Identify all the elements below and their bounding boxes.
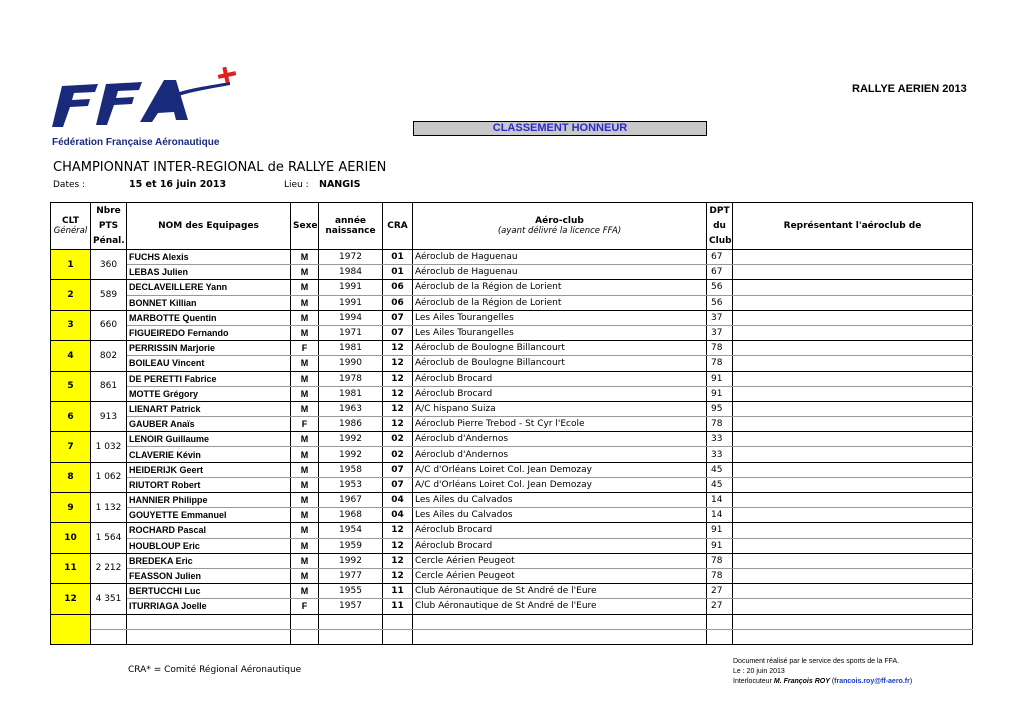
col-clt: CLT Général — [51, 203, 91, 250]
member-name: CLAVERIE Kévin — [127, 447, 291, 462]
member-birth-year: 1971 — [319, 325, 383, 340]
member-dpt: 78 — [707, 568, 733, 583]
member-representant — [733, 295, 973, 310]
member-cra: 01 — [383, 250, 413, 265]
member-name: GAUBER Anaïs — [127, 417, 291, 432]
member-name: FIGUEIREDO Fernando — [127, 325, 291, 340]
member-sexe: F — [291, 341, 319, 356]
member-cra: 11 — [383, 599, 413, 614]
member-cra: 02 — [383, 432, 413, 447]
empty-cell — [383, 614, 413, 629]
member-sexe: M — [291, 584, 319, 599]
member-sexe: M — [291, 356, 319, 371]
rank-cell — [51, 614, 91, 644]
member-name: LIENART Patrick — [127, 401, 291, 416]
member-dpt: 91 — [707, 386, 733, 401]
member-birth-year: 1957 — [319, 599, 383, 614]
member-birth-year: 1992 — [319, 432, 383, 447]
member-name: HOUBLOUP Eric — [127, 538, 291, 553]
member-cra: 12 — [383, 386, 413, 401]
member-aeroclub: Aéroclub Pierre Trebod - St Cyr l'Ecole — [413, 417, 707, 432]
member-name: HEIDERIJK Geert — [127, 462, 291, 477]
member-aeroclub: A/C d'Orléans Loiret Col. Jean Demozay — [413, 477, 707, 492]
rank-cell: 7 — [51, 432, 91, 462]
table-row — [51, 508, 973, 523]
member-sexe: M — [291, 250, 319, 265]
member-birth-year: 1977 — [319, 568, 383, 583]
member-sexe: F — [291, 599, 319, 614]
empty-cell — [319, 629, 383, 644]
contact-email[interactable]: francois.roy@ff-aero.fr — [834, 678, 910, 685]
empty-cell — [291, 629, 319, 644]
rank-cell: 5 — [51, 371, 91, 401]
member-representant — [733, 356, 973, 371]
member-dpt: 33 — [707, 432, 733, 447]
col-sexe: Sexe — [291, 203, 319, 250]
table-header — [51, 203, 973, 250]
member-sexe: M — [291, 265, 319, 280]
member-birth-year: 1991 — [319, 295, 383, 310]
member-birth-year: 1986 — [319, 417, 383, 432]
member-name: BREDEKA Eric — [127, 553, 291, 568]
col-annee: année naissance — [319, 203, 383, 250]
member-birth-year: 1953 — [319, 477, 383, 492]
points-cell: 802 — [91, 341, 127, 371]
cra-note: CRA* = Comité Régional Aéronautique — [128, 665, 302, 675]
member-sexe: M — [291, 538, 319, 553]
member-dpt: 14 — [707, 508, 733, 523]
table-row — [51, 280, 973, 295]
member-birth-year: 1981 — [319, 341, 383, 356]
member-sexe: M — [291, 508, 319, 523]
rank-cell: 9 — [51, 493, 91, 523]
member-sexe: M — [291, 568, 319, 583]
points-cell: 913 — [91, 401, 127, 431]
col-pts: Nbre PTS Pénal. — [91, 203, 127, 250]
member-birth-year: 1972 — [319, 250, 383, 265]
lieu-value: NANGIS — [319, 179, 361, 190]
member-birth-year: 1954 — [319, 523, 383, 538]
classement-title: CLASSEMENT HONNEUR — [413, 121, 707, 136]
member-aeroclub: Cercle Aérien Peugeot — [413, 568, 707, 583]
empty-row — [51, 629, 973, 644]
footer-contact-line: Interlocuteur M. François ROY (francois.roy@ff-aero.fr) — [733, 678, 913, 685]
member-birth-year: 1992 — [319, 447, 383, 462]
member-sexe: M — [291, 325, 319, 340]
member-cra: 04 — [383, 508, 413, 523]
member-sexe: M — [291, 280, 319, 295]
empty-cell — [733, 614, 973, 629]
member-representant — [733, 371, 973, 386]
event-title: RALLYE AERIEN 2013 — [852, 83, 967, 95]
member-dpt: 45 — [707, 477, 733, 492]
member-aeroclub: Aéroclub de Boulogne Billancourt — [413, 341, 707, 356]
member-representant — [733, 310, 973, 325]
member-dpt: 78 — [707, 553, 733, 568]
member-representant — [733, 538, 973, 553]
member-dpt: 67 — [707, 250, 733, 265]
empty-cell — [127, 629, 291, 644]
member-birth-year: 1963 — [319, 401, 383, 416]
member-aeroclub: Aéroclub d'Andernos — [413, 447, 707, 462]
footer-date: Le : 20 juin 2013 — [733, 668, 785, 675]
member-name: DECLAVEILLERE Yann — [127, 280, 291, 295]
member-aeroclub: Aéroclub Brocard — [413, 371, 707, 386]
member-aeroclub: Les Ailes Tourangelles — [413, 310, 707, 325]
empty-cell — [733, 629, 973, 644]
member-cra: 06 — [383, 280, 413, 295]
member-cra: 12 — [383, 568, 413, 583]
member-name: RIUTORT Robert — [127, 477, 291, 492]
empty-cell — [319, 614, 383, 629]
member-sexe: F — [291, 417, 319, 432]
member-name: ROCHARD Pascal — [127, 523, 291, 538]
member-cra: 07 — [383, 462, 413, 477]
col-dpt: DPT du Club — [707, 203, 733, 250]
member-sexe: M — [291, 295, 319, 310]
empty-cell — [127, 614, 291, 629]
member-sexe: M — [291, 447, 319, 462]
member-cra: 12 — [383, 371, 413, 386]
table-row — [51, 371, 973, 386]
member-cra: 11 — [383, 584, 413, 599]
member-dpt: 33 — [707, 447, 733, 462]
org-name: Fédération Française Aéronautique — [52, 137, 220, 148]
member-birth-year: 1981 — [319, 386, 383, 401]
points-cell: 2 212 — [91, 553, 127, 583]
points-cell: 589 — [91, 280, 127, 310]
points-cell: 1 062 — [91, 462, 127, 492]
member-sexe: M — [291, 432, 319, 447]
dates-value: 15 et 16 juin 2013 — [129, 179, 227, 190]
member-aeroclub: Les Ailes Tourangelles — [413, 325, 707, 340]
member-representant — [733, 250, 973, 265]
member-cra: 12 — [383, 341, 413, 356]
member-sexe: M — [291, 371, 319, 386]
table-row — [51, 584, 973, 599]
empty-row — [51, 614, 973, 629]
member-representant — [733, 493, 973, 508]
empty-cell — [413, 614, 707, 629]
empty-cell — [91, 614, 127, 629]
member-cra: 06 — [383, 295, 413, 310]
member-cra: 12 — [383, 538, 413, 553]
rank-cell: 11 — [51, 553, 91, 583]
table-row — [51, 553, 973, 568]
points-cell: 4 351 — [91, 584, 127, 614]
member-representant — [733, 341, 973, 356]
member-aeroclub: Cercle Aérien Peugeot — [413, 553, 707, 568]
member-aeroclub: Aéroclub d'Andernos — [413, 432, 707, 447]
empty-cell — [91, 629, 127, 644]
table-row — [51, 341, 973, 356]
rank-cell: 1 — [51, 250, 91, 280]
table-row — [51, 250, 973, 265]
col-representant: Représentant l'aéroclub de — [733, 203, 973, 250]
member-dpt: 27 — [707, 599, 733, 614]
member-representant — [733, 568, 973, 583]
member-representant — [733, 599, 973, 614]
member-birth-year: 1958 — [319, 462, 383, 477]
member-name: PERRISSIN Marjorie — [127, 341, 291, 356]
member-representant — [733, 523, 973, 538]
member-representant — [733, 462, 973, 477]
member-representant — [733, 325, 973, 340]
member-representant — [733, 432, 973, 447]
member-name: LENOIR Guillaume — [127, 432, 291, 447]
member-cra: 12 — [383, 553, 413, 568]
member-name: DE PERETTI Fabrice — [127, 371, 291, 386]
member-birth-year: 1955 — [319, 584, 383, 599]
member-representant — [733, 553, 973, 568]
member-name: BONNET Killian — [127, 295, 291, 310]
member-cra: 02 — [383, 447, 413, 462]
col-aeroclub: Aéro-club (ayant délivré la licence FFA) — [413, 203, 707, 250]
rank-cell: 2 — [51, 280, 91, 310]
member-name: FUCHS Alexis — [127, 250, 291, 265]
member-birth-year: 1978 — [319, 371, 383, 386]
points-cell: 360 — [91, 250, 127, 280]
rank-cell: 10 — [51, 523, 91, 553]
points-cell: 1 564 — [91, 523, 127, 553]
table-row — [51, 538, 973, 553]
rank-cell: 4 — [51, 341, 91, 371]
member-birth-year: 1968 — [319, 508, 383, 523]
member-representant — [733, 477, 973, 492]
member-dpt: 37 — [707, 325, 733, 340]
member-name: GOUYETTE Emmanuel — [127, 508, 291, 523]
member-aeroclub: Aéroclub de la Région de Lorient — [413, 295, 707, 310]
member-aeroclub: A/C d'Orléans Loiret Col. Jean Demozay — [413, 462, 707, 477]
member-aeroclub: Les Ailes du Calvados — [413, 493, 707, 508]
member-birth-year: 1990 — [319, 356, 383, 371]
member-dpt: 91 — [707, 523, 733, 538]
empty-cell — [413, 629, 707, 644]
table-row — [51, 325, 973, 340]
championship-title: CHAMPIONNAT INTER-REGIONAL de RALLYE AERIEN — [53, 160, 387, 175]
member-sexe: M — [291, 477, 319, 492]
member-birth-year: 1992 — [319, 553, 383, 568]
member-aeroclub: Aéroclub Brocard — [413, 386, 707, 401]
empty-cell — [383, 629, 413, 644]
member-sexe: M — [291, 523, 319, 538]
member-representant — [733, 584, 973, 599]
member-dpt: 78 — [707, 417, 733, 432]
table-row — [51, 432, 973, 447]
points-cell: 1 032 — [91, 432, 127, 462]
member-dpt: 78 — [707, 341, 733, 356]
document-footer — [733, 657, 912, 687]
member-name: MOTTE Grégory — [127, 386, 291, 401]
member-dpt: 27 — [707, 584, 733, 599]
member-cra: 01 — [383, 265, 413, 280]
rank-cell: 3 — [51, 310, 91, 340]
table-row — [51, 523, 973, 538]
member-sexe: M — [291, 493, 319, 508]
member-aeroclub: Aéroclub Brocard — [413, 523, 707, 538]
member-representant — [733, 417, 973, 432]
member-dpt: 56 — [707, 280, 733, 295]
member-representant — [733, 508, 973, 523]
member-representant — [733, 401, 973, 416]
table-row — [51, 356, 973, 371]
member-cra: 12 — [383, 417, 413, 432]
member-sexe: M — [291, 401, 319, 416]
member-dpt: 56 — [707, 295, 733, 310]
member-dpt: 78 — [707, 356, 733, 371]
table-row — [51, 477, 973, 492]
member-name: BERTUCCHI Luc — [127, 584, 291, 599]
table-row — [51, 447, 973, 462]
member-cra: 12 — [383, 356, 413, 371]
member-sexe: M — [291, 462, 319, 477]
table-row — [51, 295, 973, 310]
member-birth-year: 1991 — [319, 280, 383, 295]
empty-cell — [707, 614, 733, 629]
points-cell: 1 132 — [91, 493, 127, 523]
footer-line1: Document réalisé par le service des sports de la FFA. — [733, 658, 900, 665]
rank-cell: 12 — [51, 584, 91, 614]
member-name: FEASSON Julien — [127, 568, 291, 583]
member-aeroclub: Aéroclub de Haguenau — [413, 250, 707, 265]
empty-cell — [291, 614, 319, 629]
member-name: LEBAS Julien — [127, 265, 291, 280]
lieu-label: Lieu : — [284, 180, 309, 190]
dates-label: Dates : — [53, 180, 86, 190]
member-aeroclub: Aéroclub Brocard — [413, 538, 707, 553]
member-dpt: 95 — [707, 401, 733, 416]
member-dpt: 14 — [707, 493, 733, 508]
member-birth-year: 1959 — [319, 538, 383, 553]
member-cra: 07 — [383, 310, 413, 325]
member-birth-year: 1984 — [319, 265, 383, 280]
member-sexe: M — [291, 386, 319, 401]
member-cra: 12 — [383, 401, 413, 416]
empty-cell — [707, 629, 733, 644]
member-dpt: 37 — [707, 310, 733, 325]
rank-cell: 6 — [51, 401, 91, 431]
ranking-table — [50, 202, 973, 645]
member-cra: 12 — [383, 523, 413, 538]
table-row — [51, 599, 973, 614]
member-cra: 07 — [383, 477, 413, 492]
col-cra: CRA — [383, 203, 413, 250]
member-representant — [733, 447, 973, 462]
member-sexe: M — [291, 553, 319, 568]
points-cell: 861 — [91, 371, 127, 401]
member-name: BOILEAU Vincent — [127, 356, 291, 371]
member-sexe: M — [291, 310, 319, 325]
table-row — [51, 386, 973, 401]
points-cell: 660 — [91, 310, 127, 340]
member-dpt: 91 — [707, 371, 733, 386]
member-birth-year: 1994 — [319, 310, 383, 325]
col-nom: NOM des Equipages — [127, 203, 291, 250]
member-dpt: 91 — [707, 538, 733, 553]
table-row — [51, 462, 973, 477]
member-aeroclub: Les Ailes du Calvados — [413, 508, 707, 523]
member-cra: 07 — [383, 325, 413, 340]
member-dpt: 45 — [707, 462, 733, 477]
member-aeroclub: Aéroclub de Boulogne Billancourt — [413, 356, 707, 371]
member-aeroclub: Aéroclub de la Région de Lorient — [413, 280, 707, 295]
member-representant — [733, 386, 973, 401]
table-row — [51, 568, 973, 583]
member-aeroclub: Club Aéronautique de St André de l'Eure — [413, 584, 707, 599]
table-row — [51, 265, 973, 280]
member-aeroclub: Club Aéronautique de St André de l'Eure — [413, 599, 707, 614]
member-dpt: 67 — [707, 265, 733, 280]
table-row — [51, 493, 973, 508]
member-birth-year: 1967 — [319, 493, 383, 508]
member-cra: 04 — [383, 493, 413, 508]
table-row — [51, 310, 973, 325]
member-aeroclub: Aéroclub de Haguenau — [413, 265, 707, 280]
member-name: HANNIER Philippe — [127, 493, 291, 508]
rank-cell: 8 — [51, 462, 91, 492]
member-representant — [733, 265, 973, 280]
table-row — [51, 401, 973, 416]
member-representant — [733, 280, 973, 295]
member-name: ITURRIAGA Joelle — [127, 599, 291, 614]
table-row — [51, 417, 973, 432]
member-name: MARBOTTE Quentin — [127, 310, 291, 325]
member-aeroclub: A/C hispano Suiza — [413, 401, 707, 416]
